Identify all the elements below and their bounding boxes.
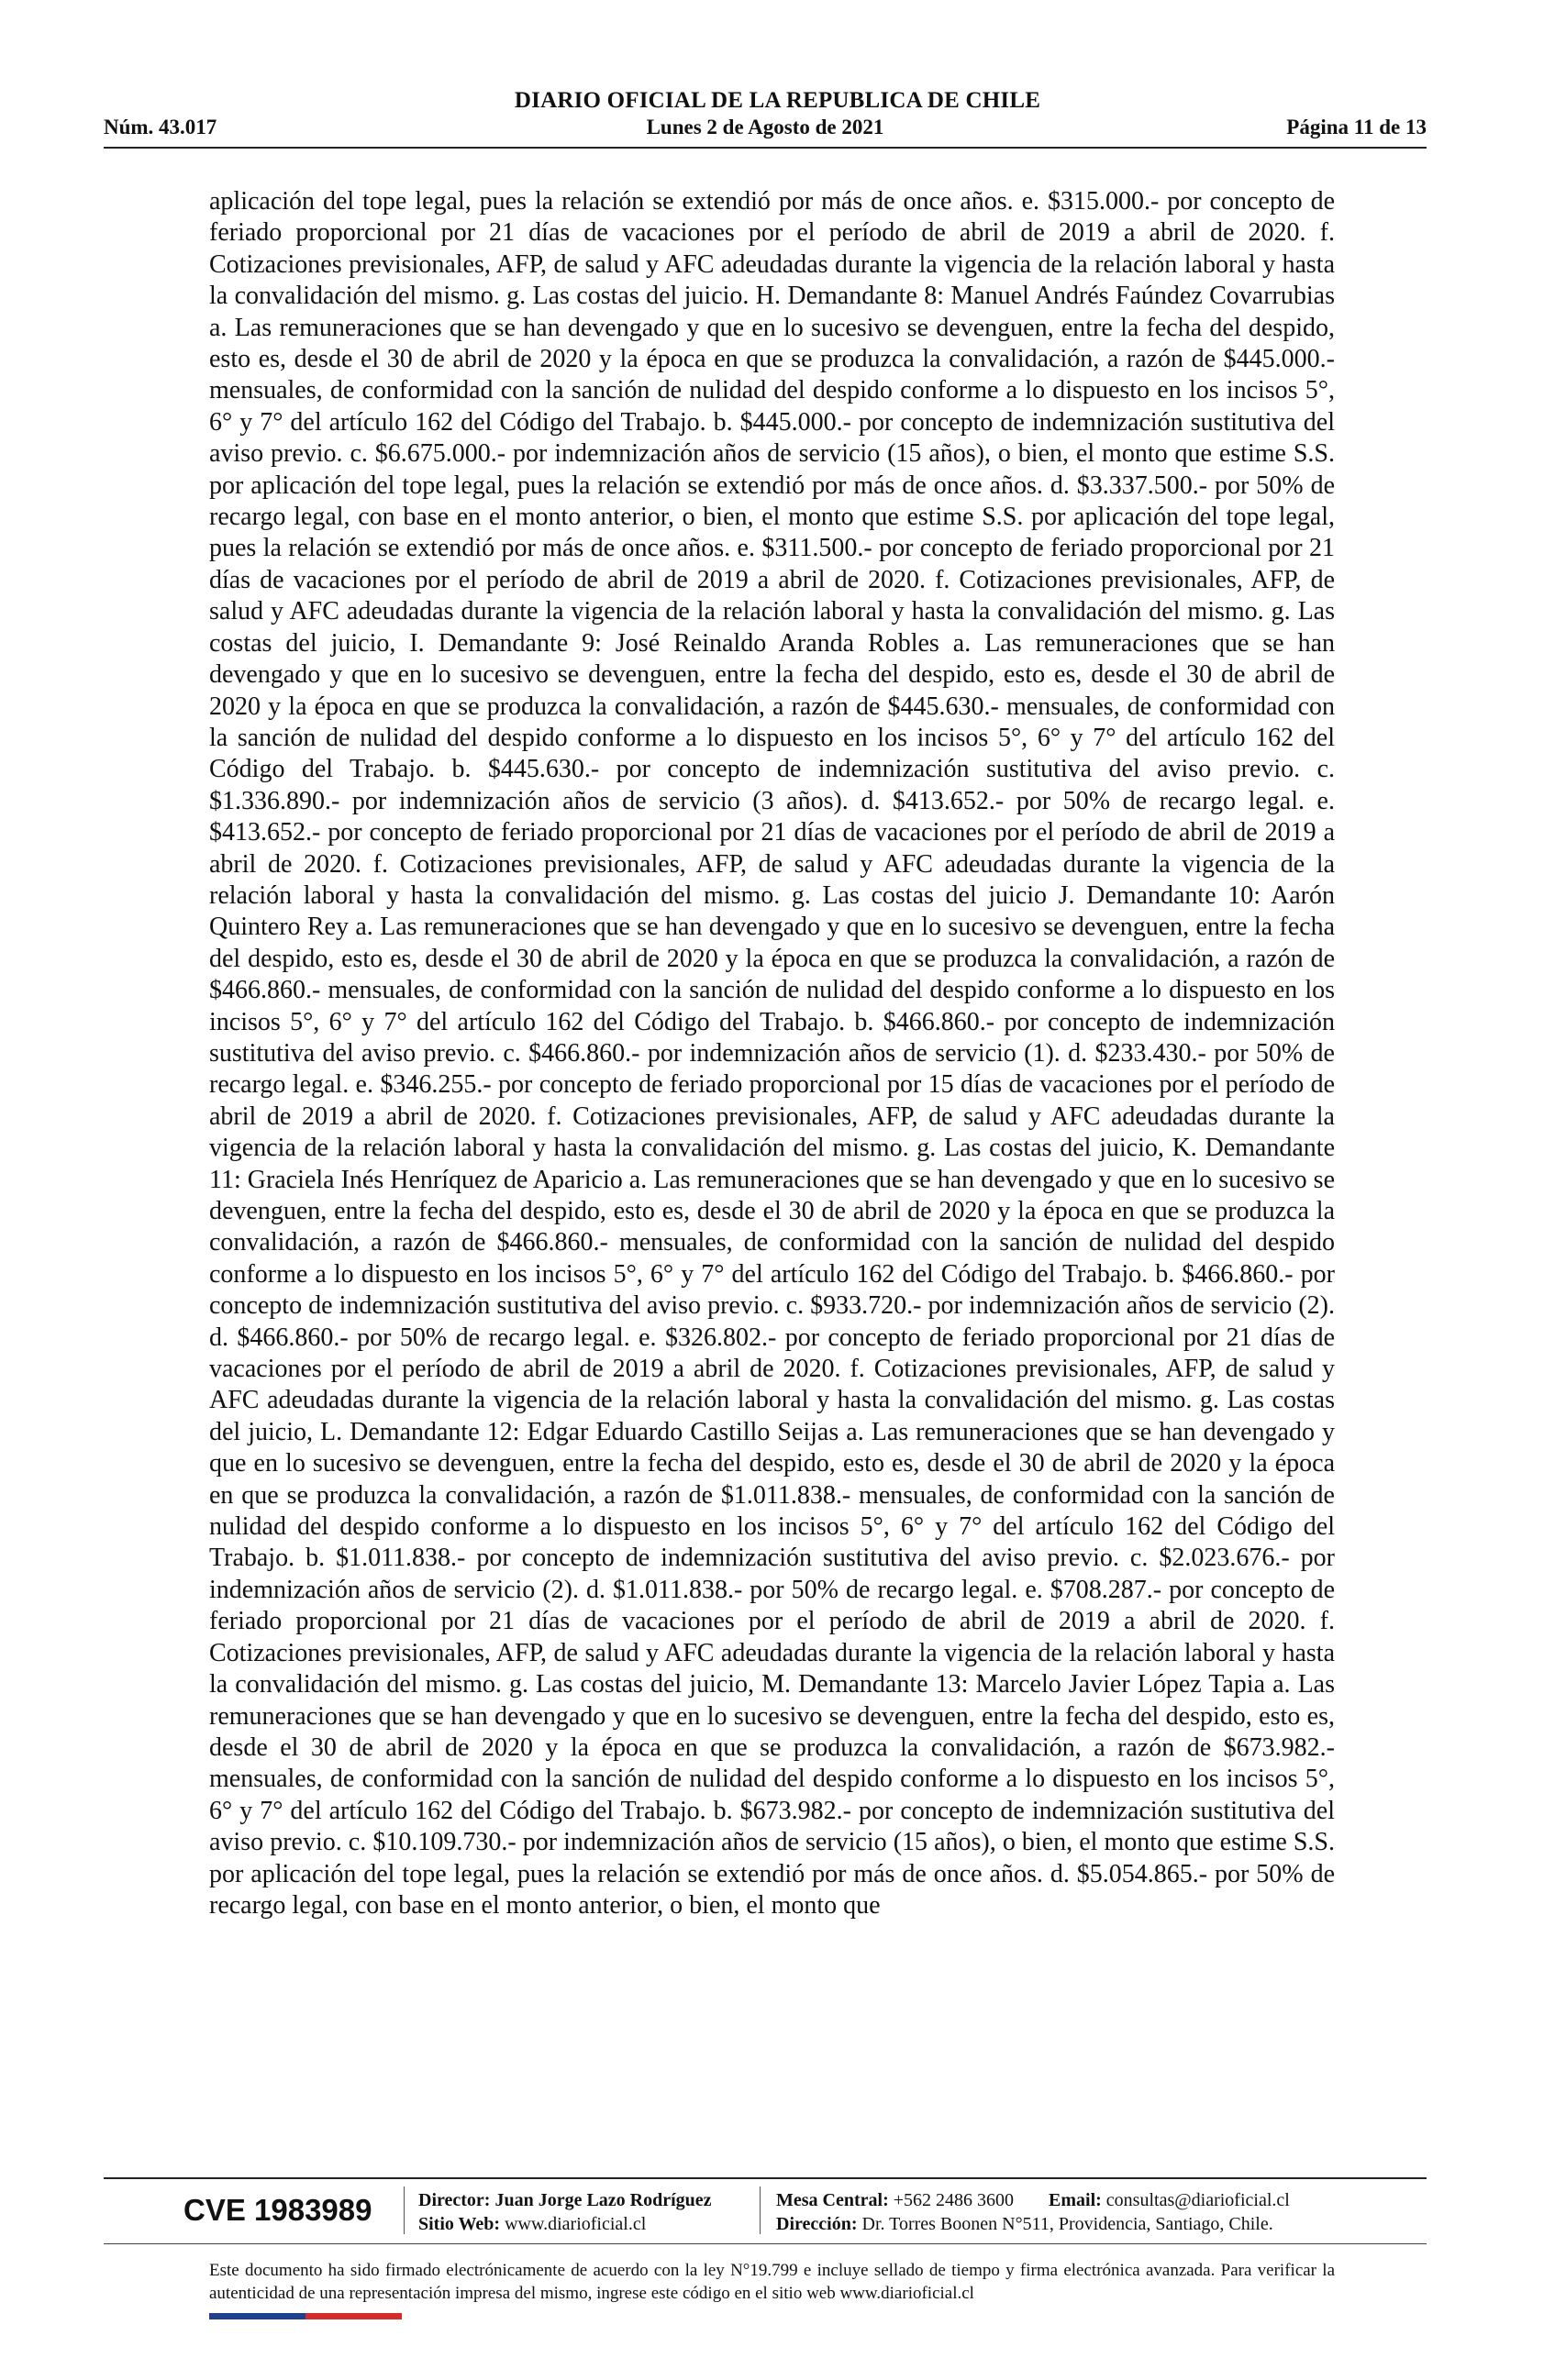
director-line — [418, 2188, 712, 2212]
issue-date: Lunes 2 de Agosto de 2021 — [646, 116, 884, 138]
address-line — [776, 2212, 1273, 2236]
footer-divider — [104, 2177, 1427, 2179]
phone-value: +562 2486 3600 — [893, 2190, 1015, 2210]
email-link[interactable]: consultas@diarioficial.cl — [1105, 2190, 1290, 2210]
footer-separator — [404, 2186, 405, 2234]
page-number: Página 11 de 13 — [1286, 116, 1427, 138]
website-link[interactable]: www.diarioficial.cl — [505, 2214, 647, 2234]
flag-red-stripe — [305, 2313, 402, 2319]
phone-label: Mesa Central: — [776, 2190, 889, 2210]
contact-line — [776, 2188, 1290, 2212]
website-line — [418, 2212, 646, 2236]
publication-title: DIARIO OFICIAL DE LA REPUBLICA DE CHILE — [514, 88, 1041, 113]
director-label: Director: — [418, 2190, 491, 2210]
chile-flag-stripe — [209, 2313, 402, 2319]
header-row — [104, 116, 1427, 145]
flag-blue-stripe — [209, 2313, 305, 2319]
footer-divider-secondary — [104, 2243, 1427, 2244]
legal-notice: Este documento ha sido firmado electrónicamente de acuerdo con la ley N°19.799 e incluye sellado de tiempo y firma electrónica avanzada. Para verificar la autenticidad de una representación impresa del mismo, ingrese este código en el sitio web www.diarioficial.cl — [209, 2261, 1335, 2303]
address-label: Dirección: — [776, 2214, 858, 2234]
body-text: aplicación del tope legal, pues la relación se extendió por más de once años. e. $315.000.- por concepto de feriado proporcional por 21 días de vacaciones por el período de abril de 2019 a abril de 2020. f. Cotizaciones previsionales, AFP, de salud y AFC adeudadas durante la vigencia de la relación laboral y hasta la convalidación del mismo. g. Las costas del juicio. H. Demandante 8: Manuel Andrés Faúndez Covarrubias a. Las remuneraciones que se han devengado y que en lo sucesivo se devenguen, entre la fecha del despido, esto es, desde el 30 de abril de 2020 y la época en que se produzca la convalidación, a razón de $445.000.- mensuales, de conformidad con la sanción de nulidad del despido conforme a lo dispuesto en los incisos 5°, 6° y 7° del artículo 162 del Código del Trabajo. b. $445.000.- por concepto de indemnización sustitutiva del aviso previo. c. $6.675.000.- por indemnización años de servicio (15 años), o bien, el monto que estime S.S. por aplicación del tope legal, pues la relación se extendió por más de once años. d. $3.337.500.- por 50% de recargo legal, con base en el monto anterior, o bien, el monto que estime S.S. por aplicación del tope legal, pues la relación se extendió por más de once años. e. $311.500.- por concepto de feriado proporcional por 21 días de vacaciones por el período de abril de 2019 a abril de 2020. f. Cotizaciones previsionales, AFP, de salud y AFC adeudadas durante la vigencia de la relación laboral y hasta la convalidación del mismo. g. Las costas del juicio, I. Demandante 9: José Reinaldo Aranda Robles a. Las remuneraciones que se han devengado y que en lo sucesivo se devenguen, entre la fecha del despido, esto es, desde el 30 de abril de 2020 y la época en que se produzca la convalidación, a razón de $445.630.- mensuales, de conformidad con la sanción de nulidad del despido conforme a lo dispuesto en los incisos 5°, 6° y 7° del artículo 162 del Código del Trabajo. b. $445.630.- por concepto de indemnización sustitutiva del aviso previo. c. $1.336.890.- por indemnización años de servicio (3 años). d. $413.652.- por 50% de recargo legal. e. $413.652.- por concepto de feriado proporcional por 21 días de vacaciones por el período de abril de 2019 a abril de 2020. f. Cotizaciones previsionales, AFP, de salud y AFC adeudadas durante la vigencia de la relación laboral y hasta la convalidación del mismo. g. Las costas del juicio J. Demandante 10: Aarón Quintero Rey a. Las remuneraciones que se han devengado y que en lo sucesivo se devenguen, entre la fecha del despido, esto es, desde el 30 de abril de 2020 y la época en que se produzca la convalidación, a razón de $466.860.- mensuales, de conformidad con la sanción de nulidad del despido conforme a lo dispuesto en los incisos 5°, 6° y 7° del artículo 162 del Código del Trabajo. b. $466.860.- por concepto de indemnización sustitutiva del aviso previo. c. $466.860.- por indemnización años de servicio (1). d. $233.430.- por 50% de recargo legal. e. $346.255.- por concepto de feriado proporcional por 15 días de vacaciones por el período de abril de 2019 a abril de 2020. f. Cotizaciones previsionales, AFP, de salud y AFC adeudadas durante la vigencia de la relación laboral y hasta la convalidación del mismo. g. Las costas del juicio, K. Demandante 11: Graciela Inés Henríquez de Aparicio a. Las remuneraciones que se han devengado y que en lo sucesivo se devenguen, entre la fecha del despido, esto es, desde el 30 de abril de 2020 y la época en que se produzca la convalidación, a razón de $466.860.- mensuales, de conformidad con la sanción de nulidad del despido conforme a lo dispuesto en los incisos 5°, 6° y 7° del artículo 162 del Código del Trabajo. b. $466.860.- por concepto de indemnización sustitutiva del aviso previo. c. $933.720.- por indemnización años de servicio (2). d. $466.860.- por 50% de recargo legal. e. $326.802.- por concepto de feriado proporcional por 21 días de vacaciones por el período de abril de 2019 a abril de 2020. f. Cotizaciones previsionales, AFP, de salud y AFC adeudadas durante la vigencia de la relación laboral y hasta la convalidación del mismo. g. Las costas del juicio, L. Demandante 12: Edgar Eduardo Castillo Seijas a. Las remuneraciones que se han devengado y que en lo sucesivo se devenguen, entre la fecha del despido, esto es, desde el 30 de abril de 2020 y la época en que se produzca la convalidación, a razón de $1.011.838.- mensuales, de conformidad con la sanción de nulidad del despido conforme a lo dispuesto en los incisos 5°, 6° y 7° del artículo 162 del Código del Trabajo. b. $1.011.838.- por concepto de indemnización sustitutiva del aviso previo. c. $2.023.676.- por indemnización años de servicio (2). d. $1.011.838.- por 50% de recargo legal. e. $708.287.- por concepto de feriado proporcional por 21 días de vacaciones por el período de abril de 2019 a abril de 2020. f. Cotizaciones previsionales, AFP, de salud y AFC adeudadas durante la vigencia de la relación laboral y hasta la convalidación del mismo. g. Las costas del juicio, M. Demandante 13: Marcelo Javier López Tapia a. Las remuneraciones que se han devengado y que en lo sucesivo se devenguen, entre la fecha del despido, esto es, desde el 30 de abril de 2020 y la época en que se produzca la convalidación, a razón de $673.982.- mensuales, de conformidad con la sanción de nulidad del despido conforme a lo dispuesto en los incisos 5°, 6° y 7° del artículo 162 del Código del Trabajo. b. $673.982.- por concepto de indemnización sustitutiva del aviso previo. c. $10.109.730.- por indemnización años de servicio (15 años), o bien, el monto que estime S.S. por aplicación del tope legal, pues la relación se extendió por más de once años. d. $5.054.865.- por 50% de recargo legal, con base en el monto anterior, o bien, el monto que — [209, 187, 1335, 1920]
email-label: Email: — [1049, 2190, 1102, 2210]
issue-number: Núm. 43.017 — [104, 116, 217, 138]
cve-code: CVE 1983989 — [183, 2193, 372, 2227]
director-value: Juan Jorge Lazo Rodríguez — [494, 2190, 712, 2210]
address-value: Dr. Torres Boonen N°511, Providencia, Santiago, Chile. — [861, 2214, 1273, 2234]
header-divider — [104, 147, 1427, 149]
footer-separator — [760, 2186, 761, 2234]
website-label: Sitio Web: — [418, 2214, 501, 2234]
